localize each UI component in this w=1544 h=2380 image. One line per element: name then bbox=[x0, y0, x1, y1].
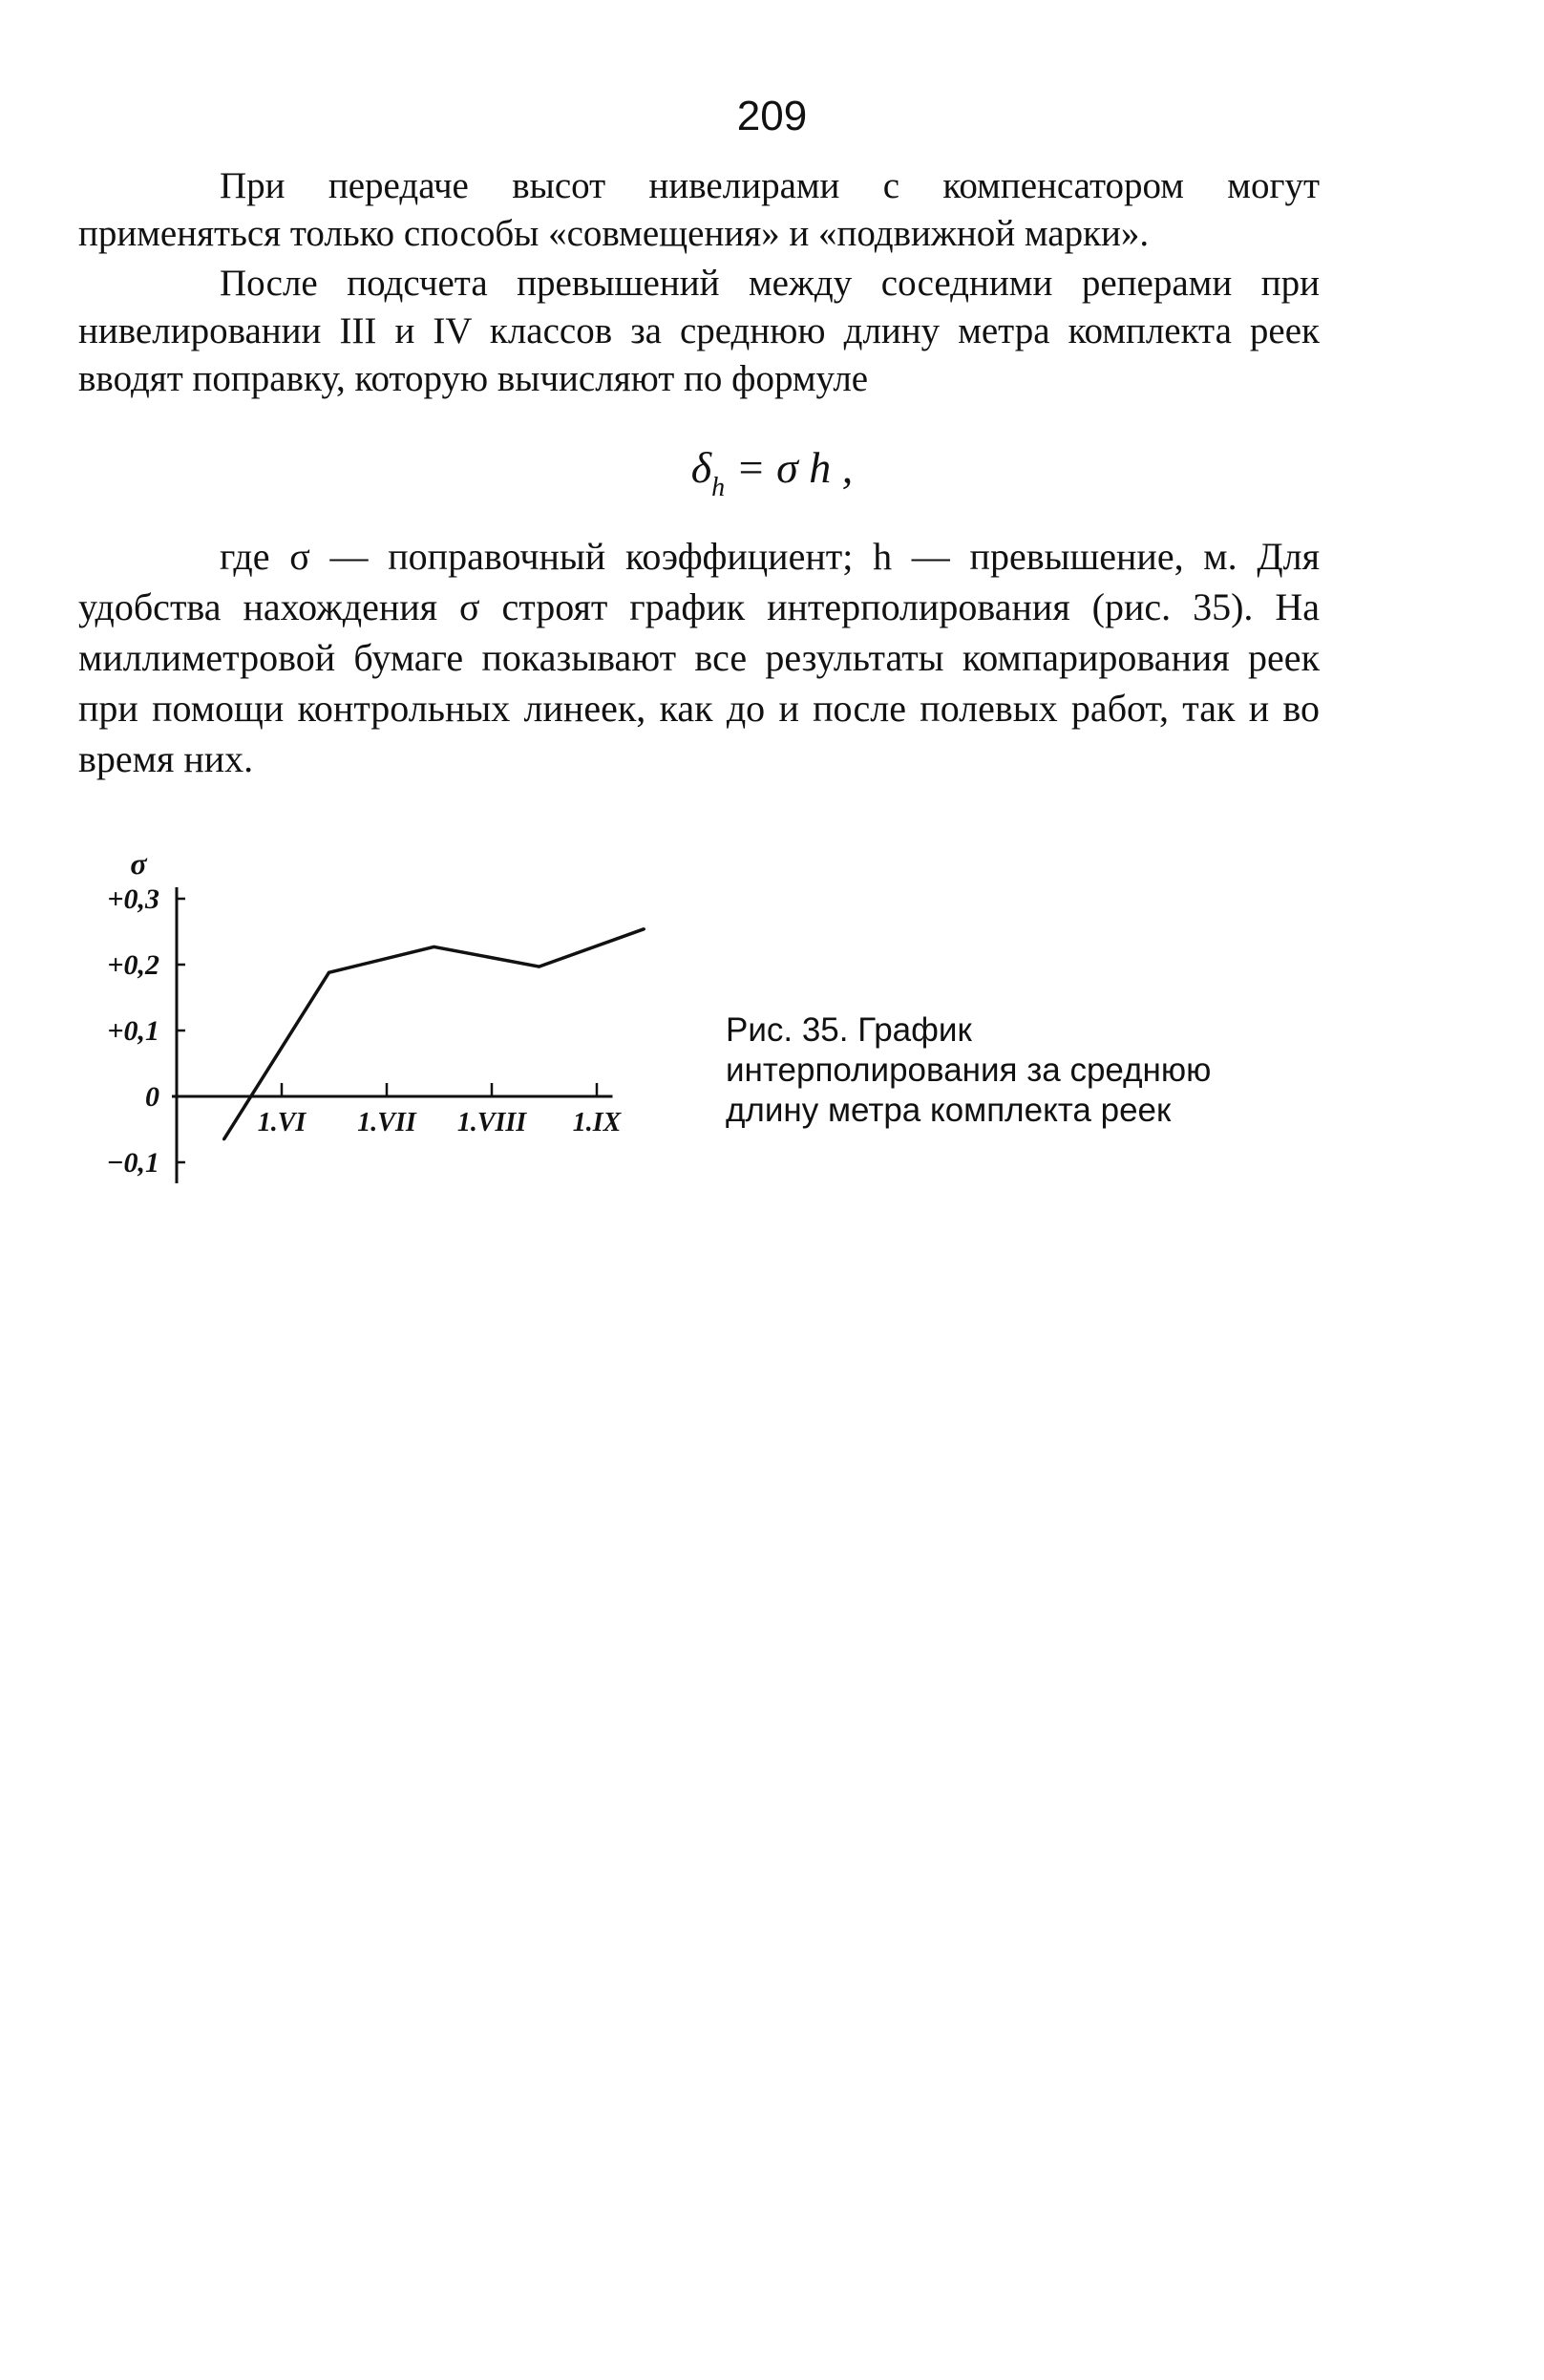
data-point bbox=[433, 946, 435, 948]
paragraph-1: При передаче высот нивелирами с компенсатором могут применяться только способы «совмещения» и «подвижной марки». bbox=[78, 165, 1320, 254]
formula bbox=[0, 439, 1544, 517]
y-tick-label: 0 bbox=[145, 1081, 159, 1113]
formula-lhs: δ bbox=[690, 443, 712, 492]
chart-svg bbox=[76, 831, 649, 1203]
data-point bbox=[538, 966, 540, 968]
x-tick-label: 1.VIII bbox=[456, 1108, 527, 1137]
y-tick-label: +0,3 bbox=[107, 883, 159, 915]
x-tick-label: 1.VI bbox=[257, 1108, 307, 1137]
formula-rhs: = σ h , bbox=[735, 443, 854, 492]
y-tick-label: +0,1 bbox=[107, 1015, 159, 1047]
figure-caption: Рис. 35. График интерполирования за среднюю длину метра комплекта реек bbox=[726, 1011, 1212, 1129]
x-tick-label: 1.VII bbox=[357, 1108, 416, 1137]
paragraph-3: где σ — поправочный коэффициент; h — превышение, м. Для удобства нахождения σ строят график интерполирования (рис. 35). На миллиметровой бумаге показывают все результаты компарирования реек при помощи контрольных линеек, как до и после полевых работ, так и во время них. bbox=[78, 535, 1320, 780]
data-point bbox=[643, 927, 645, 930]
data-point bbox=[222, 1137, 225, 1140]
page-number: 209 bbox=[736, 93, 808, 139]
data-point bbox=[328, 971, 330, 974]
paragraph-2: После подсчета превышений между соседними реперами при нивелировании III и IV классов за среднюю длину метра комплекта реек вводят поправку, которую вычисляют по формуле bbox=[78, 263, 1320, 399]
y-tick-label: +0,2 bbox=[107, 949, 159, 981]
interpolation-chart bbox=[76, 831, 649, 1203]
formula-lhs-subscript: h bbox=[711, 473, 726, 502]
y-axis-label: σ bbox=[130, 846, 147, 881]
x-tick-label: 1.IX bbox=[572, 1108, 622, 1137]
y-tick-label: −0,1 bbox=[106, 1147, 159, 1179]
